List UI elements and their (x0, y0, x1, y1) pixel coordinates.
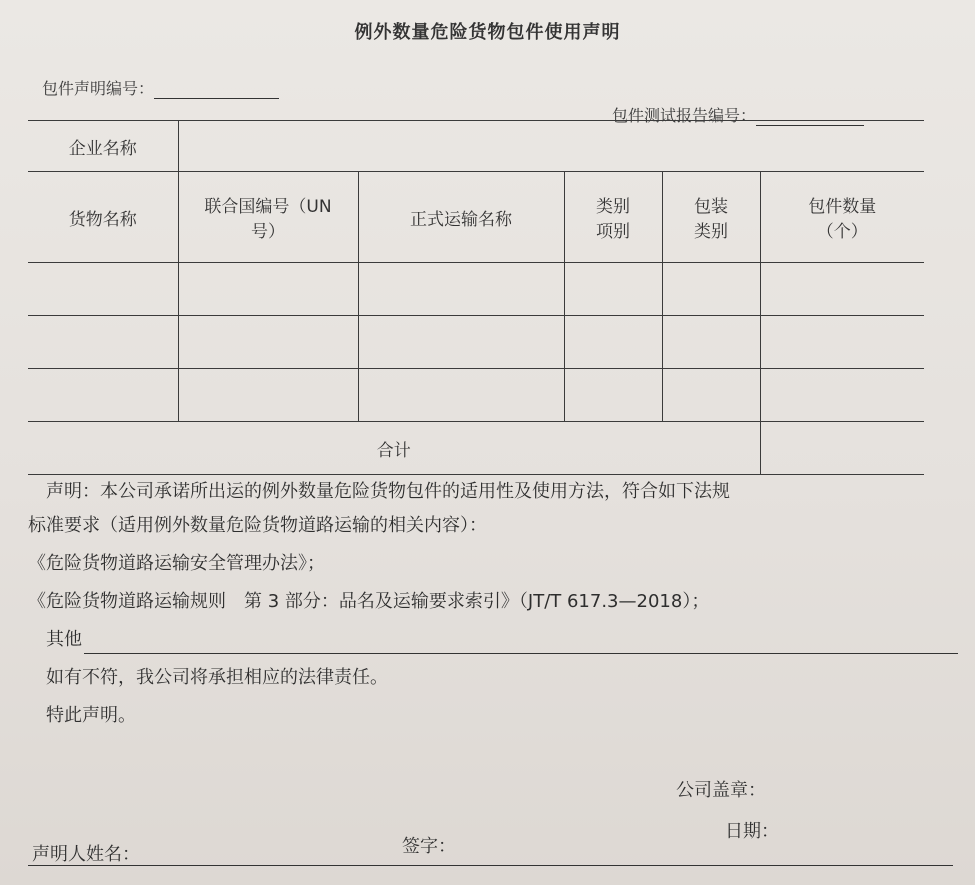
total-value-cell[interactable] (760, 422, 924, 475)
table-cell[interactable] (28, 316, 178, 369)
package-declaration-no-field[interactable] (42, 76, 279, 99)
table-cell[interactable] (358, 369, 564, 422)
table-row (28, 263, 924, 316)
table-cell[interactable] (564, 263, 662, 316)
table-cell[interactable] (28, 369, 178, 422)
closing-text: 特此声明。 (46, 705, 136, 726)
col-goods-name: 货物名称 (28, 172, 178, 263)
table-header-row (28, 172, 924, 263)
other-blank[interactable] (84, 629, 958, 654)
table-cell[interactable] (358, 316, 564, 369)
table-cell[interactable] (662, 369, 760, 422)
regulation-ref-1: 《危险货物道路运输安全管理办法》； (28, 553, 325, 574)
company-seal-label: 公司盖章： (676, 780, 766, 801)
regulation-ref-2: 《危险货物道路运输规则 第 3 部分：品名及运输要求索引》（JT/T 617.3—2018）； (28, 591, 710, 612)
table-cell[interactable] (564, 316, 662, 369)
total-label: 合计 (28, 422, 760, 475)
date-label: 日期： (725, 821, 779, 842)
table-cell[interactable] (760, 316, 924, 369)
col-shipping-name: 正式运输名称 (358, 172, 564, 263)
total-row (28, 422, 924, 475)
company-row (28, 121, 924, 172)
table-cell[interactable] (178, 369, 358, 422)
form-title: 例外数量危险货物包件使用声明 (354, 22, 621, 43)
goods-table (28, 120, 924, 475)
col-packing-group: 包装类别 (662, 172, 760, 263)
liability-text: 如有不符，我公司将承担相应的法律责任。 (46, 667, 388, 688)
table-cell[interactable] (662, 263, 760, 316)
other-field[interactable] (28, 626, 958, 654)
table-row (28, 369, 924, 422)
table-cell[interactable] (358, 263, 564, 316)
col-class-division: 类别项别 (564, 172, 662, 263)
signature-baseline (28, 865, 953, 866)
table-cell[interactable] (28, 263, 178, 316)
table-cell[interactable] (662, 316, 760, 369)
package-test-report-no-label: 包件测试报告编号： (612, 106, 757, 125)
col-un-number: 联合国编号（UN 号） (178, 172, 358, 263)
package-declaration-no-blank[interactable] (154, 98, 279, 99)
signature-label: 签字： (402, 836, 456, 857)
package-declaration-no-label: 包件声明编号： (42, 79, 155, 98)
col-package-count: 包件数量（个） (760, 172, 924, 263)
company-value-cell[interactable] (178, 121, 924, 172)
company-label: 企业名称 (28, 121, 178, 172)
statement-line-1: 声明：本公司承诺所出运的例外数量危险货物包件的适用性及使用方法，符合如下法规 (46, 481, 730, 502)
statement-line-2: 标准要求（适用例外数量危险货物道路运输的相关内容）： (28, 515, 487, 536)
table-cell[interactable] (760, 369, 924, 422)
table-cell[interactable] (178, 263, 358, 316)
table-cell[interactable] (178, 316, 358, 369)
declaration-statement (28, 478, 958, 730)
declarant-name-label: 声明人姓名： (32, 844, 140, 865)
table-cell[interactable] (564, 369, 662, 422)
table-row (28, 316, 924, 369)
table-cell[interactable] (760, 263, 924, 316)
other-label: 其他 (46, 629, 82, 650)
